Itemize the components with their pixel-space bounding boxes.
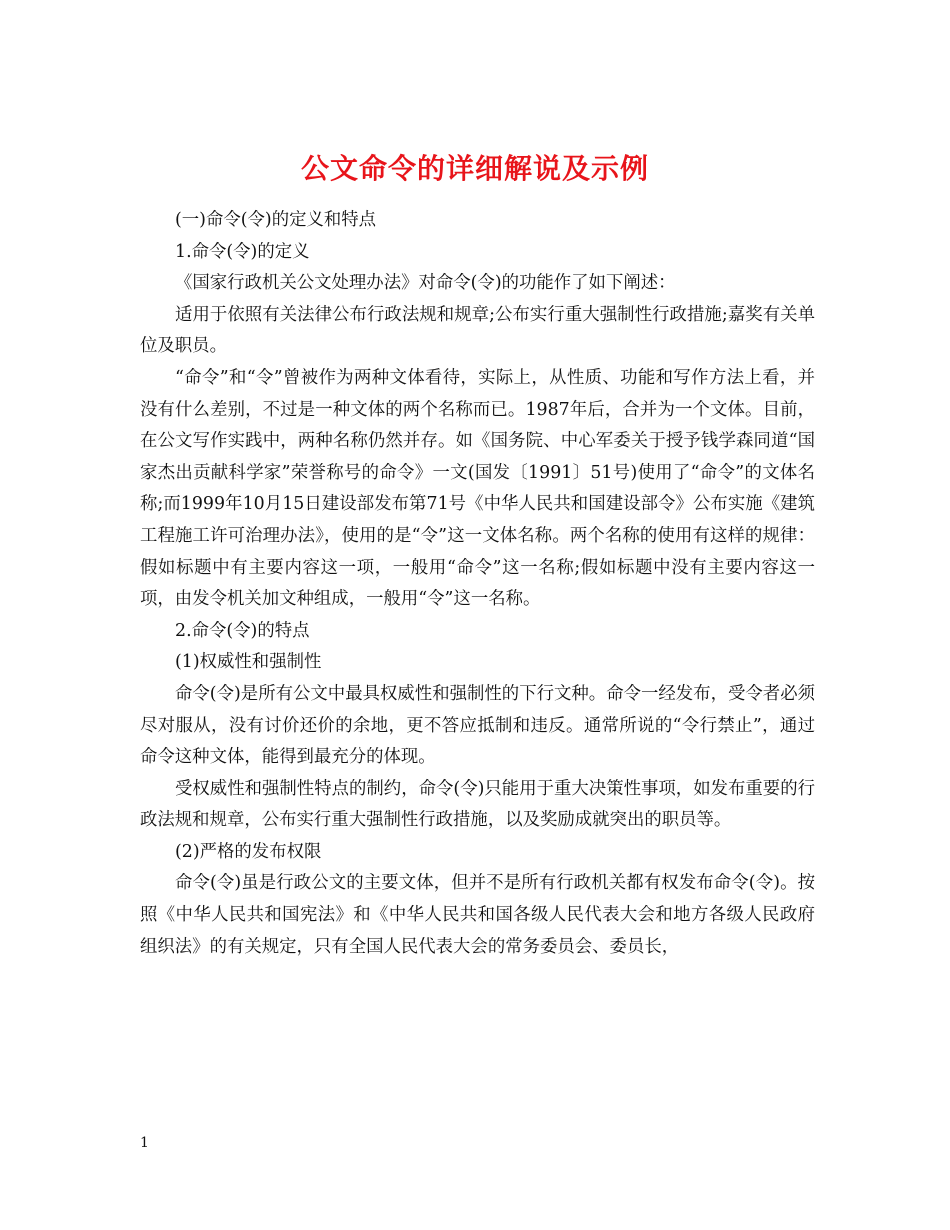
paragraph-authority-scope: 受权威性和强制性特点的制约，命令(令)只能用于重大决策性事项，如发布重要的行政法规和规章，公布实行重大强制性行政措施，以及奖励成就突出的职员等。	[140, 778, 815, 831]
document-body	[140, 205, 815, 963]
paragraph-authority: 命令(令)是所有公文中最具权威性和强制性的下行文种。命令一经发布，受令者必须尽对服从，没有讨价还价的余地，更不答应抵制和违反。通常所说的“令行禁止”，通过命令这种文体，能得到最充分的体现。	[140, 683, 815, 768]
document-title: 公文命令的详细解说及示例	[300, 151, 649, 185]
paragraph-release-authority: 命令(令)虽是行政公文的主要文体，但并不是所有行政机关都有权发布命令(令)。按照《中华人民共和国宪法》和《中华人民共和国各级人民代表大会和地方各级人民政府组织法》的有关规定，只有全国人民代表大会的常务委员会、委员长，	[140, 873, 815, 957]
subheading-release-authority: (2)严格的发布权限	[175, 841, 322, 862]
subheading-features: 2.命令(令)的特点	[175, 620, 310, 641]
paragraph-scope: 适用于依照有关法律公布行政法规和规章;公布实行重大强制性行政措施;嘉奖有关单位及职员。	[140, 304, 815, 357]
paragraph-command-and-order: “命令”和“令”曾被作为两种文体看待，实际上，从性质、功能和写作方法上看，并没有什么差别，不过是一种文体的两个名称而已。1987年后，合并为一个文体。目前，在公文写作实践中，两种名称仍然并存。如《国务院、中心军委关于授予钱学森同道“国家杰出贡献科学家”荣誉称号的命令》一文(国发〔1991〕51号)使用了“命令”的文体名称;而1999年10月15日建设部发布第71号《中华人民共和国建设部令》公布实施《建筑工程施工许可治理办法》，使用的是“令”这一文体名称。两个名称的使用有这样的规律：假如标题中有主要内容这一项，一般用“命令”这一名称;假如标题中没有主要内容这一项，由发令机关加文种组成，一般用“令”这一名称。	[140, 367, 815, 610]
section-heading-definition-and-features: (一)命令(令)的定义和特点	[175, 210, 377, 230]
page-number: 1	[140, 1135, 149, 1151]
subheading-authority: (1)权威性和强制性	[175, 652, 322, 673]
subheading-definition: 1.命令(令)的定义	[175, 241, 310, 262]
paragraph-regulation-intro: 《国家行政机关公文处理办法》对命令(令)的功能作了如下阐述：	[175, 273, 676, 294]
